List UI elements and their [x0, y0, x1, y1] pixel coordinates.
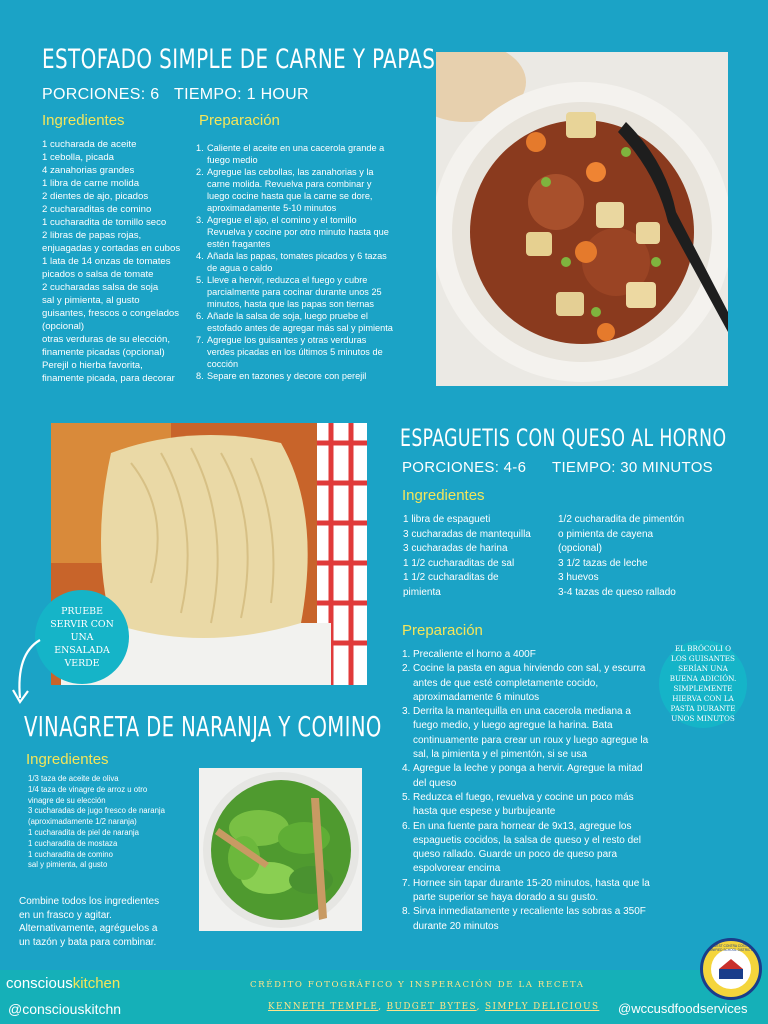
- district-seal-text: WEST CONTRA COSTA UNIFIED SCHOOL DISTRICT: [709, 944, 753, 952]
- list-item: 1. Caliente el aceite en una cacerola grande a fuego medio: [196, 143, 385, 165]
- list-item: 5. Reduzca el fuego, revuelva y cocine un poco más hasta que espese y burbujeante: [402, 791, 634, 818]
- brand-logo: [6, 975, 120, 992]
- spaghetti-ingredients-col2: [558, 513, 688, 600]
- list-item: 2. Cocine la pasta en agua hirviendo con sal, y escurra antes de que esté completamente cocido, aproximadamente 6 minutos: [402, 663, 646, 703]
- serve-tip-text: PRUEBE SERVIR CON UNA ENSALADA VERDE: [50, 605, 114, 669]
- spaghetti-ingredients-heading: Ingredientes: [402, 487, 485, 504]
- list-item: 7. Hornee sin tapar durante 15-20 minutos, hasta que la parte superior se haya dorado a su gusto.: [402, 877, 650, 904]
- credit-link[interactable]: KENNETH TEMPLE: [268, 1002, 379, 1012]
- spaghetti-steps-list: [402, 648, 650, 934]
- credit-link[interactable]: BUDGET BYTES: [386, 1002, 477, 1012]
- brand-logo-prefix: conscious: [6, 975, 73, 992]
- curved-arrow-icon: [10, 636, 50, 708]
- list-item: 3 huevos: [558, 572, 599, 583]
- list-item: 2 dientes de ajo, picados: [42, 191, 149, 202]
- stew-steps-list: [196, 142, 396, 382]
- salad-photo: [199, 768, 362, 931]
- list-item: 1 cucharadita de tomillo seco: [42, 217, 167, 228]
- list-item: 2 cucharadas salsa de soja: [42, 282, 159, 293]
- list-item: 1 libra de espagueti: [403, 514, 491, 525]
- list-item: 6. Añade la salsa de soja, luego pruebe el estofado antes de agregar más sal y pimienta: [196, 311, 393, 333]
- list-item: 1/3 taza de aceite de oliva: [28, 774, 119, 783]
- list-item: 3 cucharadas de mantequilla: [403, 528, 531, 540]
- list-item: 3-4 tazas de queso rallado: [558, 586, 676, 598]
- stew-photo: [436, 52, 728, 386]
- broccoli-tip-text: EL BRÓCOLI O LOS GUISANTES SERÍAN UNA BUENA ADICIÓN. SIMPLEMENTE HIERVA CON LA PASTA DURANTE UNOS MINUTOS: [669, 644, 737, 723]
- brand-logo-suffix: kitchen: [72, 975, 121, 992]
- list-item: 4 zanahorias grandes: [42, 165, 135, 176]
- list-item: 3 1/2 tazas de leche: [558, 557, 648, 569]
- list-item: 1 libra de carne molida: [42, 178, 140, 189]
- vinaigrette-ingredients-list: [28, 774, 168, 871]
- stew-prep-heading: Preparación: [199, 112, 280, 129]
- vinaigrette-ingredients-heading: Ingredientes: [26, 751, 109, 768]
- broccoli-tip-bubble: [659, 640, 747, 728]
- spaghetti-prep-heading: Preparación: [402, 622, 483, 639]
- list-item: guisantes, frescos o congelados (opcional): [42, 308, 180, 332]
- list-item: 3 cucharadas de jugo fresco de naranja (aproximadamente 1/2 naranja): [28, 806, 165, 827]
- credit-link[interactable]: SIMPLY DELICIOUS: [485, 1002, 600, 1012]
- handle-right[interactable]: @wccusdfoodservices: [618, 1001, 748, 1016]
- list-item: 3. Agregue el ajo, el comino y el tomillo Revuelva y cocine por otro minuto hasta que estén fragantes: [196, 215, 389, 249]
- spaghetti-title: ESPAGUETIS CON QUESO AL HORNO: [400, 424, 727, 452]
- credit-links: KENNETH TEMPLE, BUDGET BYTES, SIMPLY DELICIOUS: [268, 1002, 600, 1012]
- list-item: sal y pimienta, al gusto: [28, 860, 108, 870]
- list-item: 4. Agregue la leche y ponga a hervir. Agregue la mitad del queso: [402, 763, 643, 789]
- list-item: 1/4 taza de vinagre de arroz u otro vinagre de su elección: [28, 784, 148, 805]
- list-item: 2 cucharaditas de comino: [42, 204, 152, 215]
- list-item: 2 libras de papas rojas, enjuagadas y cortadas en cubos: [42, 230, 181, 254]
- list-item: 1 cebolla, picada: [42, 152, 115, 163]
- list-item: Perejil o hierba favorita, finamente picada, para decorar: [42, 360, 175, 384]
- handle-left[interactable]: @consciouskitchn: [8, 1001, 122, 1017]
- spaghetti-time: TIEMPO: 30 MINUTOS: [552, 459, 713, 476]
- list-item: 1 cucharada de aceite: [42, 139, 137, 150]
- district-seal: [700, 938, 762, 1000]
- list-item: otras verduras de su elección, finamente picadas (opcional): [42, 334, 170, 358]
- credit-title: CRÉDITO FOTOGRÁFICO Y INSPERACIÓN DE LA RECETA: [250, 980, 585, 990]
- list-item: 1 1/2 cucharaditas de pimienta: [403, 572, 499, 598]
- list-item: 1 cucharadita de piel de naranja: [28, 827, 139, 837]
- list-item: 8. Sirva inmediatamente y recaliente las sobras a 350F durante 20 minutos: [402, 906, 646, 932]
- stew-time: TIEMPO: 1 HOUR: [174, 86, 309, 103]
- list-item: 4. Añada las papas, tomates picados y 6 tazas de agua o caldo: [196, 251, 387, 273]
- list-item: 5. Lleve a hervir, reduzca el fuego y cubre parcialmente para cocinar durante unos 25 minutos, hasta que las papas son tiernas: [196, 275, 382, 309]
- list-item: 3 cucharadas de harina: [403, 543, 508, 554]
- list-item: 1 lata de 14 onzas de tomates picados o salsa de tomate: [42, 256, 171, 280]
- list-item: 1. Precaliente el horno a 400F: [402, 649, 536, 660]
- list-item: 1 cucharadita de mostaza: [28, 838, 118, 848]
- list-item: 1 1/2 cucharaditas de sal: [403, 557, 515, 569]
- list-item: 7. Agregue los guisantes y otras verduras verdes picadas en los últimos 5 minutos de cocción: [196, 335, 383, 369]
- spaghetti-servings: PORCIONES: 4-6: [402, 459, 527, 476]
- list-item: 2. Agregue las cebollas, las zanahorias y la carne molida. Revuelva para combinar y luego cocine hasta que la carne se dore, aproximadamente 5-10 minutos: [196, 167, 374, 213]
- list-item: 8. Separe en tazones y decore con perejil: [196, 371, 367, 381]
- stew-servings: PORCIONES: 6: [42, 86, 160, 103]
- list-item: 1 cucharadita de comino: [28, 849, 113, 859]
- list-item: 6. En una fuente para hornear de 9x13, agregue los espaguetis cocidos, la salsa de queso y el resto del queso rallado. Guarde un poco de queso para espolvorear encima: [402, 820, 641, 875]
- stew-title: ESTOFADO SIMPLE DE CARNE Y PAPAS: [42, 44, 436, 75]
- list-item: 1/2 cucharadita de pimentón o pimienta de cayena (opcional): [558, 514, 685, 554]
- list-item: sal y pimienta, al gusto: [42, 295, 140, 306]
- vinaigrette-instructions: Combine todos los ingredientes en un frasco y agitar. Alternativamente, agréguelos a un tazón y bata para combinar.: [19, 896, 160, 948]
- stew-ingredients-heading: Ingredientes: [42, 112, 125, 129]
- vinaigrette-title: VINAGRETA DE NARANJA Y COMINO: [24, 710, 382, 743]
- spaghetti-ingredients-col1: [403, 513, 533, 600]
- list-item: 3. Derrita la mantequilla en una cacerola mediana a fuego medio, y luego agregue la harina. Bata continuamente para crear un roux y luego agregue la sal, la pimienta y el pimentón, si se usa: [402, 706, 649, 761]
- stew-ingredients-list: [42, 138, 182, 385]
